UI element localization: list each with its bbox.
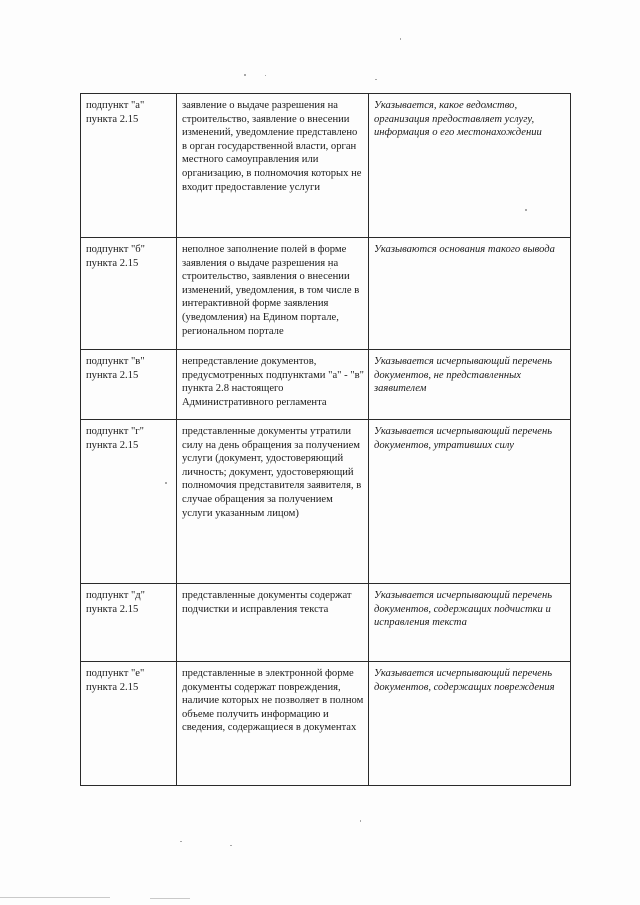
table-row [81,420,571,584]
ref-cell: подпункт "а" пункта 2.15 [81,94,177,238]
reason-cell: представленные документы утратили силу на день обращения за получением услуги (документ, удостоверяющий личность; документ, удостоверяющий полномочия представителя заявителя, в случае обращения за получением услуги указанным лицом) [177,420,369,584]
reasons-table [80,93,571,786]
scan-speck [360,820,361,822]
reason-cell: заявление о выдаче разрешения на строительство, заявление о внесении изменений, уведомление представлено в орган государственной власти, орган местного самоуправления или организацию, в полномочия которых не входит предоставление услуги [177,94,369,238]
table-row [81,584,571,662]
reason-cell: непредставление документов, предусмотренных подпунктами "а" - "в" пункта 2.8 настоящего Административного регламента [177,350,369,420]
scan-speck [375,79,377,80]
table-row [81,94,571,238]
explanation-cell: Указывается исчерпывающий перечень документов, содержащих повреждения [369,662,571,786]
ref-cell: подпункт "б" пункта 2.15 [81,238,177,350]
table-row [81,238,571,350]
table-row [81,662,571,786]
ref-cell: подпункт "г" пункта 2.15 [81,420,177,584]
scan-speck [400,38,401,40]
explanation-cell: Указывается, какое ведомство, организация предоставляет услугу, информация о его местонахождении [369,94,571,238]
ref-cell: подпункт "д" пункта 2.15 [81,584,177,662]
reason-cell: представленные документы содержат подчистки и исправления текста [177,584,369,662]
reason-cell: неполное заполнение полей в форме заявления о выдаче разрешения на строительство, заявления о внесении изменений, уведомления, в том числе в интерактивной форме заявления (уведомления) на Едином портале, региональном портале [177,238,369,350]
reason-cell: представленные в электронной форме документы содержат повреждения, наличие которых не позволяет в полном объеме получить информацию и сведения, содержащиеся в документах [177,662,369,786]
ref-cell: подпункт "в" пункта 2.15 [81,350,177,420]
scan-speck [244,74,246,76]
scan-artifact [150,898,190,899]
explanation-cell: Указываются основания такого вывода [369,238,571,350]
scan-speck [265,75,266,76]
explanation-cell: Указывается исчерпывающий перечень документов, не представленных заявителем [369,350,571,420]
table-row [81,350,571,420]
explanation-cell: Указывается исчерпывающий перечень документов, содержащих подчистки и исправления текста [369,584,571,662]
scan-artifact [0,897,110,898]
ref-cell: подпункт "е" пункта 2.15 [81,662,177,786]
scan-speck [180,841,182,842]
scan-speck [230,845,232,846]
explanation-cell: Указывается исчерпывающий перечень документов, утративших силу [369,420,571,584]
